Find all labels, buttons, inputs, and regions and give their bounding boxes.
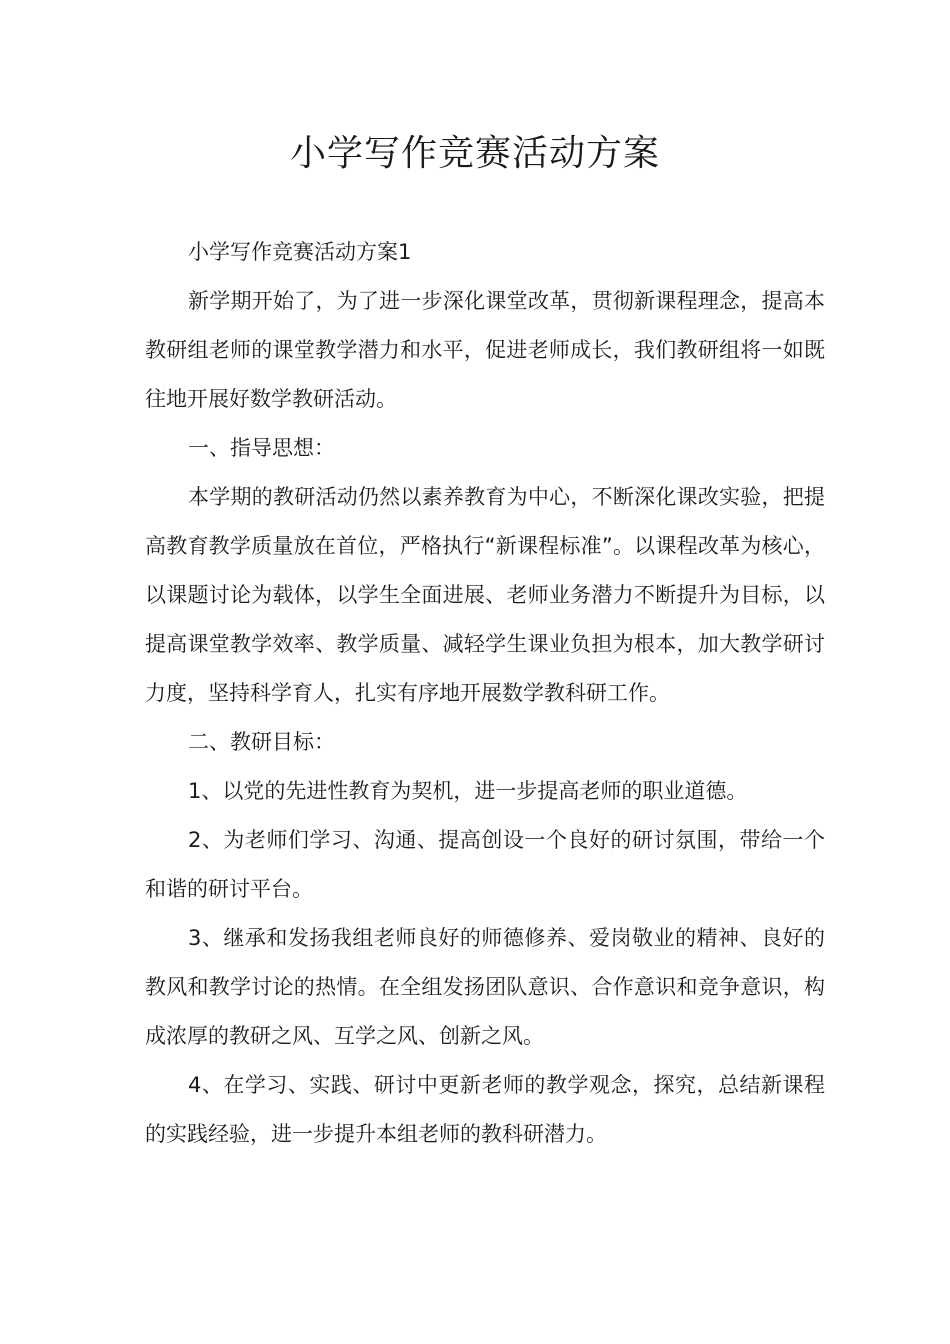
section-heading-guiding-thought: 一、指导思想： <box>188 436 335 460</box>
goal-item-2: 2、为老师们学习、沟通、提高创设一个良好的研讨氛围，带给一个和谐的研讨平台。 <box>145 828 825 901</box>
guiding-thought-paragraph: 本学期的教研活动仍然以素养教育为中心，不断深化课改实验，把提高教育教学质量放在首位，严格执行“新课程标准”。以课程改革为核心，以课题讨论为载体，以学生全面进展、老师业务潜力不断提升为目标，以提高课堂教学效率、教学质量、减轻学生课业负担为根本，加大教学研讨力度，坚持科学育人，扎实有序地开展数学教科研工作。 <box>145 485 825 705</box>
goal-item-3: 3、继承和发扬我组老师良好的师德修养、爱岗敬业的精神、良好的教风和教学讨论的热情。在全组发扬团队意识、合作意识和竞争意识，构成浓厚的教研之风、互学之风、创新之风。 <box>145 926 825 1048</box>
goal-item-1: 1、以党的先进性教育为契机，进一步提高老师的职业道德。 <box>188 779 748 803</box>
document-title: 小学写作竞赛活动方案 <box>289 133 660 174</box>
section-heading-goals: 二、教研目标： <box>188 730 335 754</box>
goal-item-4: 4、在学习、实践、研讨中更新老师的教学观念，探究，总结新课程的实践经验，进一步提升本组老师的教科研潜力。 <box>145 1073 825 1146</box>
document-body <box>145 228 825 1159</box>
intro-paragraph: 新学期开始了，为了进一步深化课堂改革，贯彻新课程理念，提高本教研组老师的课堂教学潜力和水平，促进老师成长，我们教研组将一如既往地开展好数学教研活动。 <box>145 289 825 411</box>
section-heading-plan-1: 小学写作竞赛活动方案1 <box>188 240 412 264</box>
